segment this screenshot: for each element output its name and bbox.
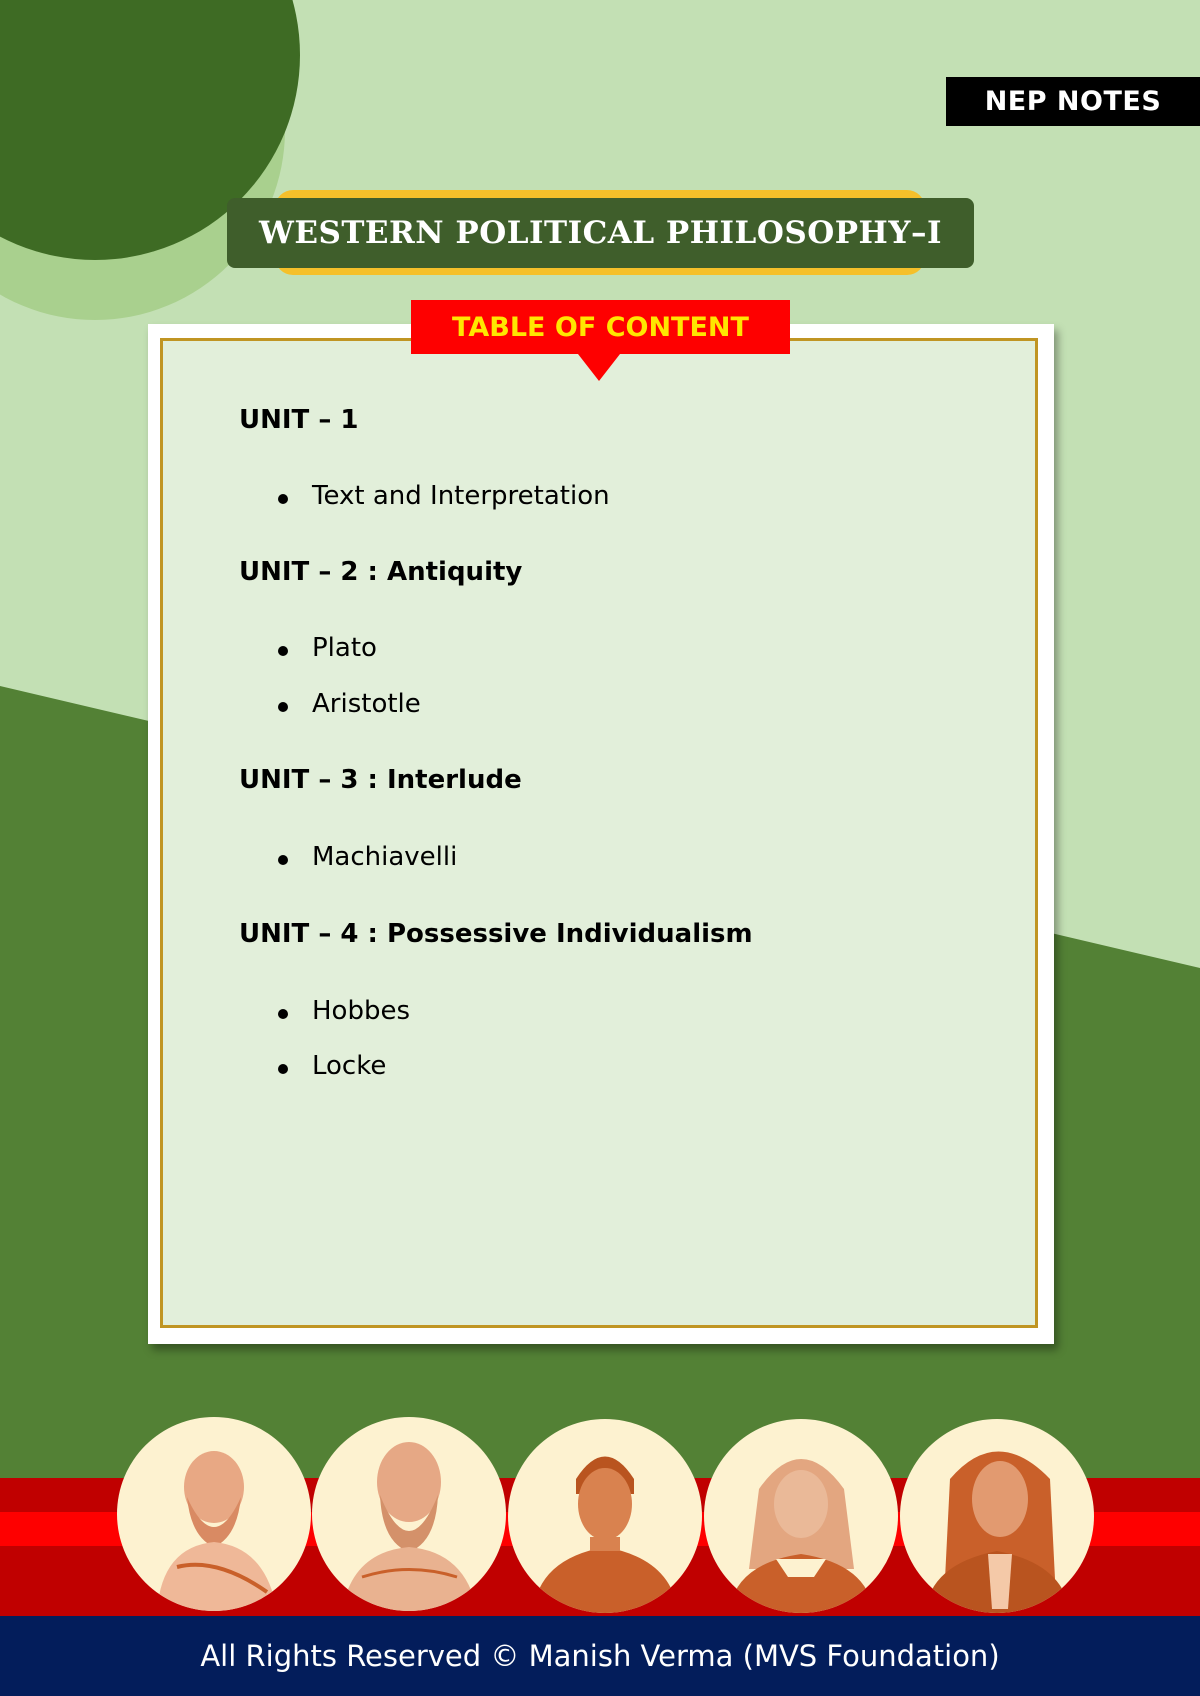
machiavelli-portrait-icon (508, 1419, 702, 1613)
page-title: WESTERN POLITICAL PHILOSOPHY–I (227, 198, 974, 268)
plato-bust-icon (117, 1417, 311, 1611)
bullet-icon (278, 702, 288, 712)
toc-item: Text and Interpretation (312, 481, 610, 511)
toc-item: Plato (312, 633, 377, 663)
unit-heading: UNIT – 2 : Antiquity (239, 557, 523, 587)
unit-heading: UNIT – 1 (239, 405, 359, 435)
unit-heading: UNIT – 4 : Possessive Individualism (239, 919, 753, 949)
nep-notes-badge: NEP NOTES (946, 77, 1200, 126)
toc-banner-arrow (578, 354, 620, 381)
bullet-icon (278, 1064, 288, 1074)
bullet-icon (278, 646, 288, 656)
unit-heading: UNIT – 3 : Interlude (239, 765, 522, 795)
toc-item: Aristotle (312, 689, 421, 719)
aristotle-bust-icon (312, 1417, 506, 1611)
toc-item: Machiavelli (312, 842, 458, 872)
hobbes-portrait-icon (704, 1419, 898, 1613)
locke-portrait-icon (900, 1419, 1094, 1613)
bullet-icon (278, 494, 288, 504)
toc-banner: TABLE OF CONTENT (411, 300, 790, 354)
toc-item: Locke (312, 1051, 387, 1081)
bullet-icon (278, 855, 288, 865)
footer-copyright: All Rights Reserved © Manish Verma (MVS Foundation) (0, 1616, 1200, 1696)
toc-item: Hobbes (312, 996, 411, 1026)
bullet-icon (278, 1009, 288, 1019)
